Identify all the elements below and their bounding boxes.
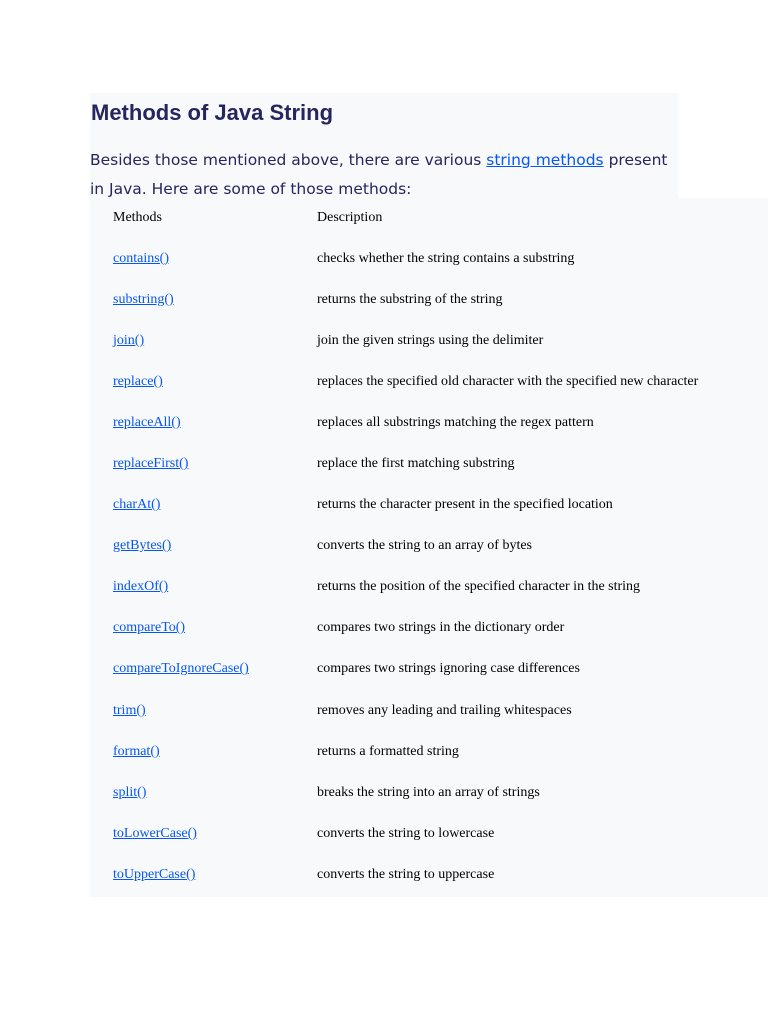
intro-text-before: Besides those mentioned above, there are various <box>90 151 487 169</box>
method-cell <box>90 485 317 526</box>
method-link[interactable]: format() <box>113 743 160 759</box>
table-row <box>90 690 768 731</box>
intro-text-after: present in Java. Here are some of those methods: <box>90 151 668 198</box>
method-cell <box>90 813 317 854</box>
header-description: Description <box>317 210 383 225</box>
method-description: returns the character present in the specified location <box>317 497 613 513</box>
method-cell <box>90 238 317 279</box>
table-header-row <box>90 198 768 238</box>
table-row <box>90 526 768 567</box>
method-description: converts the string to lowercase <box>317 825 495 841</box>
table-row <box>90 854 768 895</box>
method-description: converts the string to an array of bytes <box>317 538 532 554</box>
method-description: returns a formatted string <box>317 743 459 759</box>
table-row <box>90 649 768 690</box>
method-description: checks whether the string contains a substring <box>317 250 575 266</box>
table-row <box>90 279 768 320</box>
method-description: converts the string to uppercase <box>317 866 495 882</box>
method-link[interactable]: replace() <box>113 373 163 389</box>
methods-table-container <box>90 198 768 897</box>
method-link[interactable]: toLowerCase() <box>113 825 197 841</box>
method-link[interactable]: compareToIgnoreCase() <box>113 661 249 677</box>
method-cell <box>90 361 317 402</box>
table-row <box>90 567 768 608</box>
method-cell <box>90 443 317 484</box>
table-row <box>90 608 768 649</box>
table-row <box>90 731 768 772</box>
method-link[interactable]: join() <box>113 332 145 348</box>
table-row <box>90 443 768 484</box>
method-description: replace the first matching substring <box>317 456 515 472</box>
method-link[interactable]: indexOf() <box>113 579 169 595</box>
table-row <box>90 813 768 854</box>
table-row <box>90 361 768 402</box>
method-cell <box>90 649 317 690</box>
method-link[interactable]: toUpperCase() <box>113 866 196 882</box>
method-cell <box>90 402 317 443</box>
method-link[interactable]: charAt() <box>113 497 161 513</box>
table-row <box>90 402 768 443</box>
method-cell <box>90 731 317 772</box>
table-row <box>90 238 768 279</box>
method-link[interactable]: compareTo() <box>113 620 186 636</box>
method-link[interactable]: split() <box>113 784 147 800</box>
page-title: Methods of Java String <box>91 100 334 125</box>
header-methods: Methods <box>113 210 162 225</box>
method-cell <box>90 690 317 731</box>
method-description: compares two strings in the dictionary order <box>317 620 565 636</box>
method-link[interactable]: contains() <box>113 250 169 266</box>
table-row <box>90 320 768 361</box>
method-cell <box>90 279 317 320</box>
method-link[interactable]: getBytes() <box>113 538 172 554</box>
method-description: returns the substring of the string <box>317 291 503 307</box>
method-description: compares two strings ignoring case differences <box>317 661 580 677</box>
method-description: returns the position of the specified character in the string <box>317 579 641 595</box>
method-cell <box>90 608 317 649</box>
method-cell <box>90 320 317 361</box>
method-cell <box>90 854 317 895</box>
method-cell <box>90 567 317 608</box>
methods-table <box>90 198 768 896</box>
method-description: replaces the specified old character with the specified new character <box>317 373 699 389</box>
method-cell <box>90 772 317 813</box>
table-row <box>90 772 768 813</box>
method-link[interactable]: replaceFirst() <box>113 456 189 472</box>
method-link[interactable]: replaceAll() <box>113 414 181 430</box>
table-row <box>90 485 768 526</box>
method-link[interactable]: trim() <box>113 702 146 718</box>
method-description: breaks the string into an array of strings <box>317 784 540 800</box>
string-methods-link[interactable]: string methods <box>486 151 604 169</box>
method-description: removes any leading and trailing whitespaces <box>317 702 572 718</box>
intro-paragraph <box>90 146 680 204</box>
methods-table-body <box>90 238 768 896</box>
method-cell <box>90 526 317 567</box>
method-link[interactable]: substring() <box>113 291 174 307</box>
method-description: replaces all substrings matching the regex pattern <box>317 414 594 430</box>
method-description: join the given strings using the delimiter <box>317 332 544 348</box>
